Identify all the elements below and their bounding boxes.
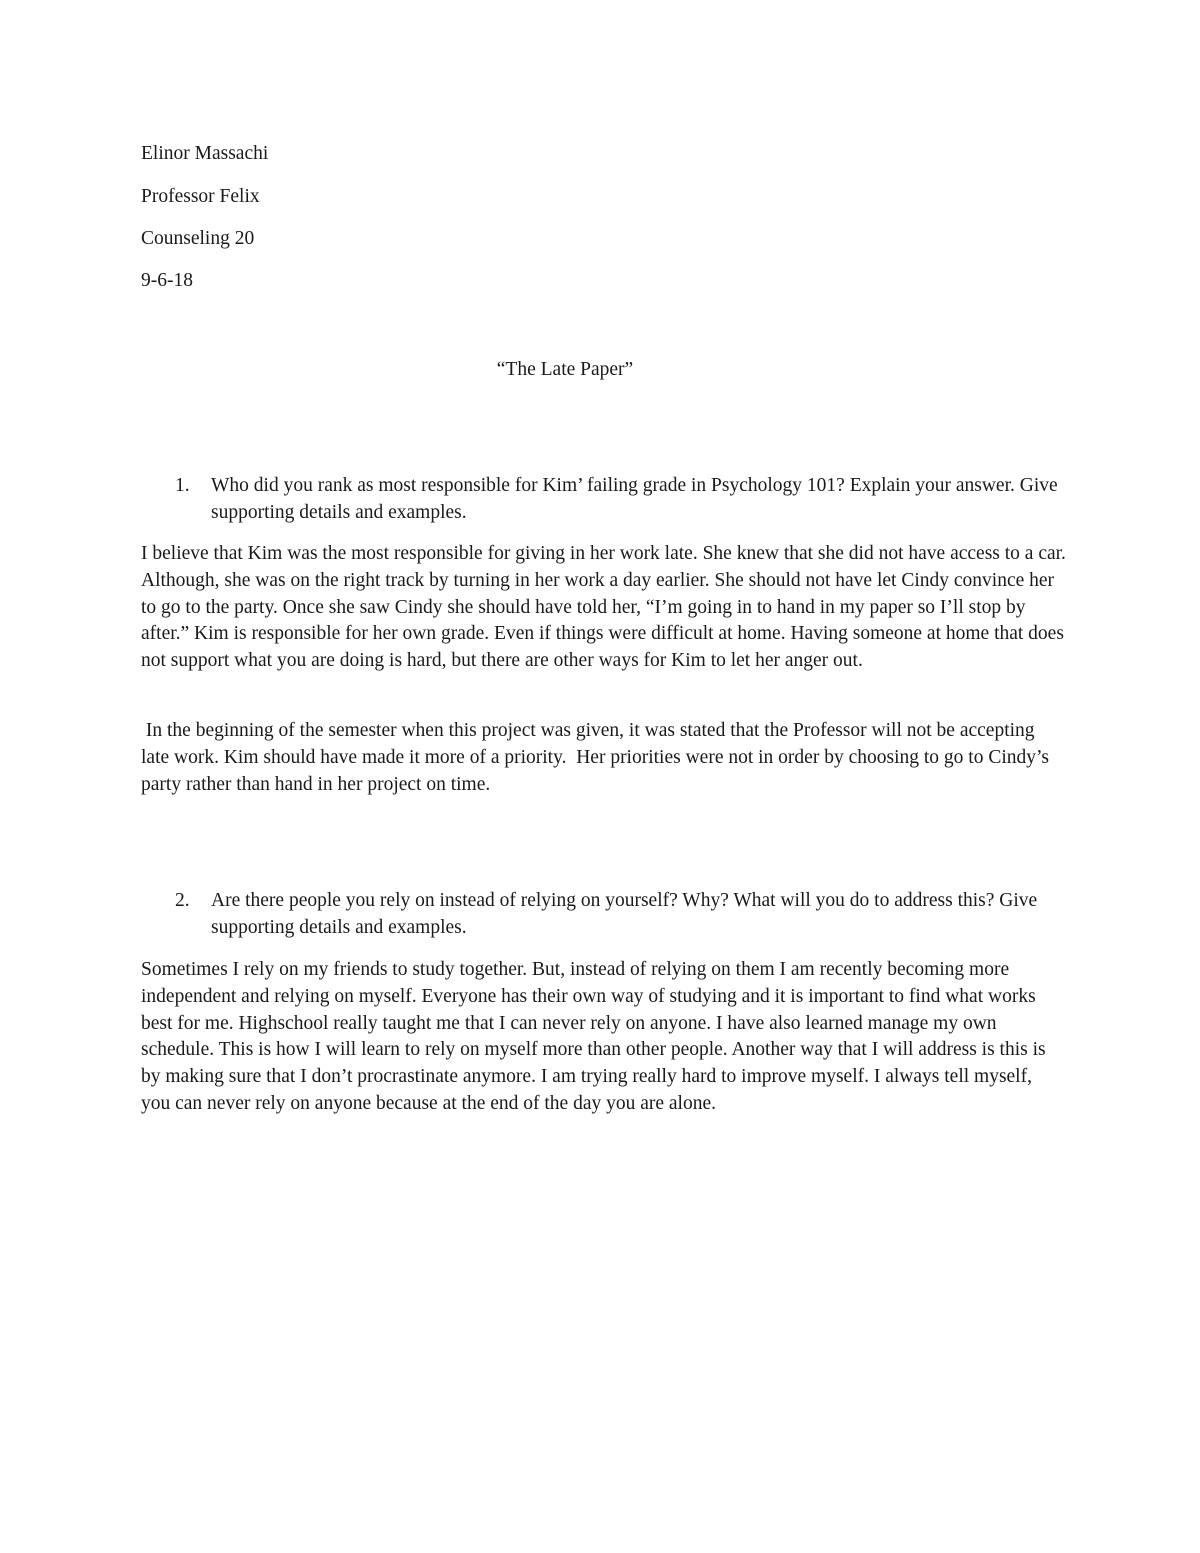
question-number: 2. — [175, 890, 190, 911]
answer-2-paragraph-1: Sometimes I rely on my friends to study together. But, instead of relying on them I am recently becoming more independent and relying on myself. Everyone has their own way of studying and it is important to find what works best for me. Highschool really taught me that I can never rely on anyone. I have also learned manage my own schedule. This is how I will learn to rely on myself more than other people. Another way that I will address is this is by making sure that I don’t procrastinate anymore. I am trying really hard to improve myself. I always tell myself, you can never rely on anyone because at the end of the day you are alone. — [141, 959, 1046, 1114]
question-2 — [141, 887, 1061, 941]
question-text: Who did you rank as most responsible for Kim’ failing grade in Psychology 101? Explain your answer. Give supporting details and examples. — [211, 475, 1058, 523]
date: 9-6-18 — [141, 270, 193, 291]
paper-title: “The Late Paper” — [496, 359, 634, 380]
question-number: 1. — [175, 475, 190, 496]
student-name: Elinor Massachi — [141, 143, 269, 164]
course-name: Counseling 20 — [141, 228, 255, 249]
professor-name: Professor Felix — [141, 186, 260, 207]
answer-1-paragraph-2: In the beginning of the semester when this project was given, it was stated that the Professor will not be accepting late work. Kim should have made it more of a priority. Her priorities were not in order by choosing to go to Cindy’s party rather than hand in her project on time. — [141, 720, 1054, 795]
answer-1-paragraph-1: I believe that Kim was the most responsible for giving in her work late. She knew that she did not have access to a car. Although, she was on the right track by turning in her work a day earlier. She should not have let Cindy convince her to go to the party. Once she saw Cindy she should have told her, “I’m going in to hand in my paper so I’ll stop by after.” Kim is responsible for her own grade. Even if things were difficult at home. Having someone at home that does not support what you are doing is hard, but there are other ways for Kim to let her anger out. — [141, 543, 1066, 672]
question-text: Are there people you rely on instead of relying on yourself? Why? What will you do to address this? Give supporting details and examples. — [211, 890, 1038, 938]
question-1 — [141, 472, 1061, 526]
